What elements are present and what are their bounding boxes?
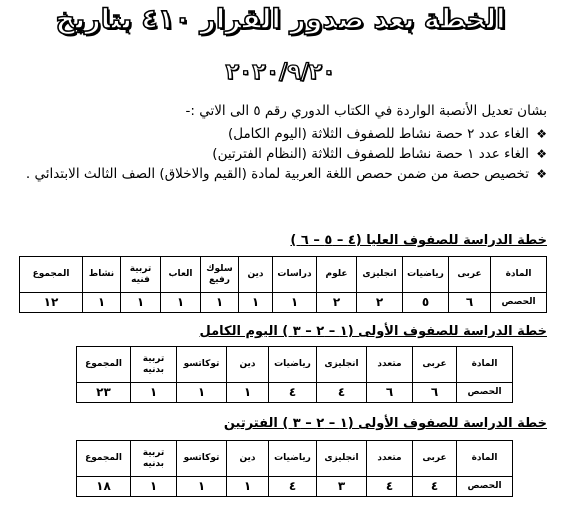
table-cell: ١ [131,477,177,497]
table-cell: الحصص [457,477,513,497]
table-header-row [77,441,513,477]
table-cell: ٦ [413,383,457,403]
table-cell: ٤ [413,477,457,497]
table-cell: ٤ [269,477,317,497]
list-item: ❖ تخصيص حصة من ضمن حصص اللغة العربية لمادة (القيم والاخلاق) الصف الثالث الابتدائي . [3,164,547,184]
plan-table-lower-shift [76,440,513,497]
table-cell: ٢٣ [77,383,131,403]
table-cell: ١٨ [77,477,131,497]
table-cell: المجموع [20,257,83,293]
table-cell: ٢ [357,293,403,313]
table-cell: انجليزى [357,257,403,293]
table-cell: ١ [273,293,317,313]
document-title: الخطة بعد صدور القرار ٤١٠ بتاريخ [55,4,506,35]
document-date: ٢٠٢٠/٩/٢٠ [225,60,336,85]
table-cell: ١ [201,293,239,313]
table-cell: دين [227,347,269,383]
table-cell: رياضيات [269,347,317,383]
table-cell: المادة [457,347,513,383]
table-cell: ١ [239,293,273,313]
table-cell: توكاتسو [177,347,227,383]
table-cell: ٤ [317,383,367,403]
table-cell: ١ [227,383,269,403]
table-cell: ١ [177,477,227,497]
table-cell: علوم [317,257,357,293]
section-title-lower-full: خطة الدراسة للصفوف الأولى (١ – ٢ – ٣ ) اليوم الكامل [199,324,547,339]
table-cell: المادة [457,441,513,477]
table-cell: الحصص [457,383,513,403]
table-cell: المادة [491,257,547,293]
table-cell: عربى [413,347,457,383]
table-cell: رياضيات [403,257,449,293]
table-cell: انجليزى [317,441,367,477]
table-header-row [20,257,547,293]
table-row [77,477,513,497]
table-cell: متعدد [367,441,413,477]
table-cell: عربى [413,441,457,477]
table-cell: المجموع [77,441,131,477]
table-cell: دين [239,257,273,293]
table-cell: ١٢ [20,293,83,313]
table-cell: العاب [161,257,201,293]
table-cell: تربية بدنيه [131,441,177,477]
table-cell: ٦ [449,293,491,313]
section-title-upper: خطة الدراسة للصفوف العليا (٤ – ٥ – ٦ ) [290,233,547,248]
table-row [20,293,547,313]
table-cell: ٣ [317,477,367,497]
table-cell: توكاتسو [177,441,227,477]
intro-text: بشان تعديل الأنصبة الواردة في الكتاب الدوري رقم ٥ الى الاتي :- [185,103,547,119]
table-cell: ٦ [367,383,413,403]
table-cell: المجموع [77,347,131,383]
table-cell: سلوك رفيع [201,257,239,293]
table-cell: ٤ [367,477,413,497]
table-cell: عربى [449,257,491,293]
table-row [77,383,513,403]
table-cell: ٤ [269,383,317,403]
table-cell: ١ [83,293,121,313]
table-cell: دين [227,441,269,477]
table-cell: رياضيات [269,441,317,477]
table-cell: انجليزى [317,347,367,383]
table-cell: متعدد [367,347,413,383]
section-title-lower-shift: خطة الدراسة للصفوف الأولى (١ – ٢ – ٣ ) الفترتين [223,416,547,431]
table-cell: ١ [121,293,161,313]
table-cell: تربية فنيه [121,257,161,293]
list-item: ❖ الغاء عدد ٢ حصة نشاط للصفوف الثلاثة (اليوم الكامل) [3,124,547,144]
table-cell: ١ [177,383,227,403]
bullet-list [3,124,547,184]
table-cell: ٢ [317,293,357,313]
list-item: ❖ الغاء عدد ١ حصة نشاط للصفوف الثلاثة (النظام الفترتين) [3,144,547,164]
table-cell: ١ [131,383,177,403]
plan-table-lower-full [76,346,513,403]
table-cell: ٥ [403,293,449,313]
plan-table-upper [19,256,547,313]
table-cell: تربية بدنيه [131,347,177,383]
table-cell: الحصص [491,293,547,313]
table-cell: نشاط [83,257,121,293]
table-cell: دراسات [273,257,317,293]
table-header-row [77,347,513,383]
table-cell: ١ [161,293,201,313]
table-cell: ١ [227,477,269,497]
